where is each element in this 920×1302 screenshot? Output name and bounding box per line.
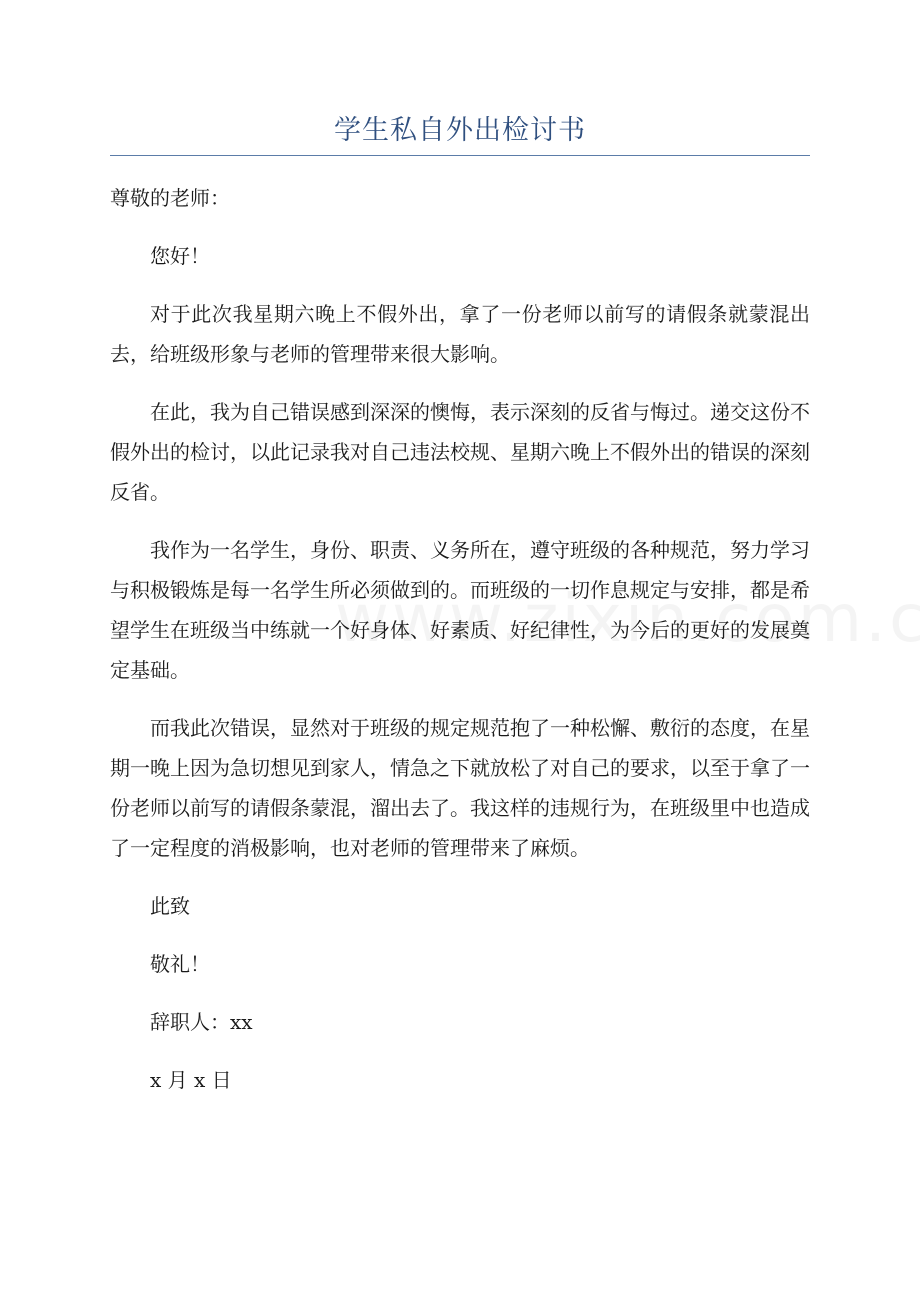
salutation: 尊敬的老师： [110,186,230,210]
body-paragraph: 我作为一名学生，身份、职责、义务所在，遵守班级的各种规范，努力学习与积极锻炼是每一名学生所必须做到的。而班级的一切作息规定与安排，都是希望学生在班级当中练就一个好身体、好素质、好纪律性，为今后的更好的发展奠定基础。 [110,538,810,682]
date: x 月 x 日 [150,1068,232,1092]
greeting: 您好！ [150,244,210,268]
title-divider [110,155,810,156]
closing-line-2: 敬礼！ [150,952,210,976]
document-title: 学生私自外出检讨书 [334,115,586,146]
body-paragraph: 而我此次错误，显然对于班级的规定规范抱了一种松懈、敷衍的态度，在星期一晚上因为急切想见到家人，情急之下就放松了对自己的要求，以至于拿了一份老师以前写的请假条蒙混，溜出去了。我这样的违规行为，在班级里中也造成了一定程度的消极影响，也对老师的管理带来了麻烦。 [110,716,810,860]
body-paragraph: 对于此次我星期六晚上不假外出，拿了一份老师以前写的请假条就蒙混出去，给班级形象与老师的管理带来很大影响。 [110,302,810,366]
document-page [110,0,810,1100]
body-paragraph: 在此，我为自己错误感到深深的懊悔，表示深刻的反省与悔过。递交这份不假外出的检讨，以此记录我对自己违法校规、星期六晚上不假外出的错误的深刻反省。 [110,400,810,504]
closing-line-1: 此致 [150,894,190,918]
signature: 辞职人：xx [150,1010,253,1034]
